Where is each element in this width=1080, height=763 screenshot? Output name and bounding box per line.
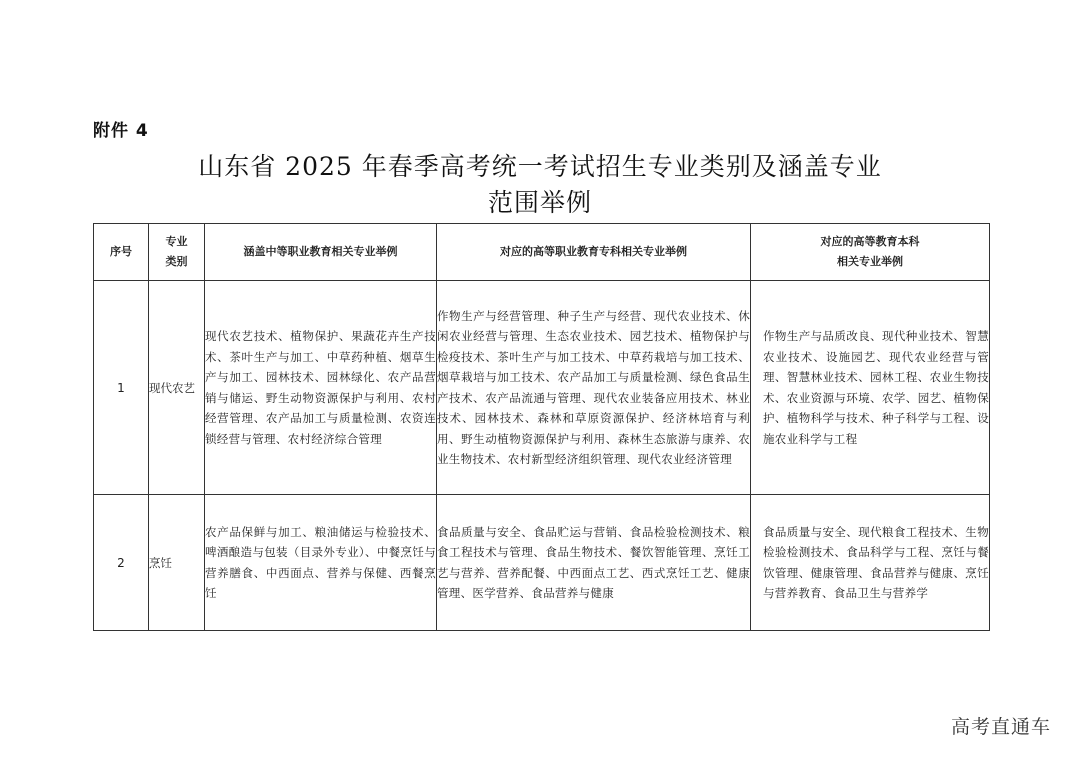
row-undergrad: 食品质量与安全、现代粮食工程技术、生物检验检测技术、食品科学与工程、烹饪与餐饮管理、健康管理、食品营养与健康、烹饪与营养教育、食品卫生与营养学 xyxy=(751,495,990,631)
row-seq: 2 xyxy=(94,495,149,631)
document-title-line2: 范围举例 xyxy=(487,188,592,217)
row-seq: 1 xyxy=(94,281,149,495)
header-category xyxy=(149,224,205,281)
table-row xyxy=(94,281,990,495)
header-seq: 序号 xyxy=(94,224,149,281)
header-category-line2: 类别 xyxy=(165,255,188,268)
major-category-table xyxy=(93,223,990,631)
row-undergrad: 作物生产与品质改良、现代种业技术、智慧农业技术、设施园艺、现代农业经营与管理、智慧林业技术、园林工程、农业生物技术、农业资源与环境、农学、园艺、植物保护、植物科学与技术、种子科学与工程、设施农业科学与工程 xyxy=(751,281,990,495)
table-row xyxy=(94,495,990,631)
row-secondary: 农产品保鲜与加工、粮油储运与检验技术、啤酒酿造与包装（目录外专业）、中餐烹饪与营养膳食、中西面点、营养与保健、西餐烹饪 xyxy=(205,495,437,631)
row-category: 烹饪 xyxy=(149,495,205,631)
row-secondary: 现代农艺技术、植物保护、果蔬花卉生产技术、茶叶生产与加工、中草药种植、烟草生产与加工、园林技术、园林绿化、农产品营销与储运、野生动物资源保护与利用、农村经营管理、农产品加工与质量检测、农资连锁经营与管理、农村经济综合管理 xyxy=(205,281,437,495)
header-category-line1: 专业 xyxy=(165,235,188,248)
watermark-text: 高考直通车 xyxy=(950,716,1051,738)
attachment-label: 附件 4 xyxy=(93,121,149,141)
header-higher-vocational: 对应的高等职业教育专科相关专业举例 xyxy=(437,224,751,281)
row-category: 现代农艺 xyxy=(149,281,205,495)
header-undergrad xyxy=(751,224,990,281)
document-title: 山东省 2025 年春季高考统一考试招生专业类别及涵盖专业 xyxy=(198,152,882,181)
header-undergrad-line2: 相关专业举例 xyxy=(837,255,903,268)
header-secondary: 涵盖中等职业教育相关专业举例 xyxy=(205,224,437,281)
row-higher-vocational: 作物生产与经营管理、种子生产与经营、现代农业技术、休闲农业经营与管理、生态农业技术、园艺技术、植物保护与检疫技术、茶叶生产与加工技术、中草药栽培与加工技术、烟草栽培与加工技术、农产品加工与质量检测、绿色食品生产技术、农产品流通与管理、现代农业装备应用技术、林业技术、园林技术、森林和草原资源保护、经济林培育与利用、野生动植物资源保护与利用、森林生态旅游与康养、农业生物技术、农村新型经济组织管理、现代农业经济管理 xyxy=(437,281,751,495)
row-higher-vocational: 食品质量与安全、食品贮运与营销、食品检验检测技术、粮食工程技术与管理、食品生物技术、餐饮智能管理、烹饪工艺与营养、营养配餐、中西面点工艺、西式烹饪工艺、健康管理、医学营养、食品营养与健康 xyxy=(437,495,751,631)
table-header-row xyxy=(94,224,990,281)
header-undergrad-line1: 对应的高等教育本科 xyxy=(820,235,920,248)
